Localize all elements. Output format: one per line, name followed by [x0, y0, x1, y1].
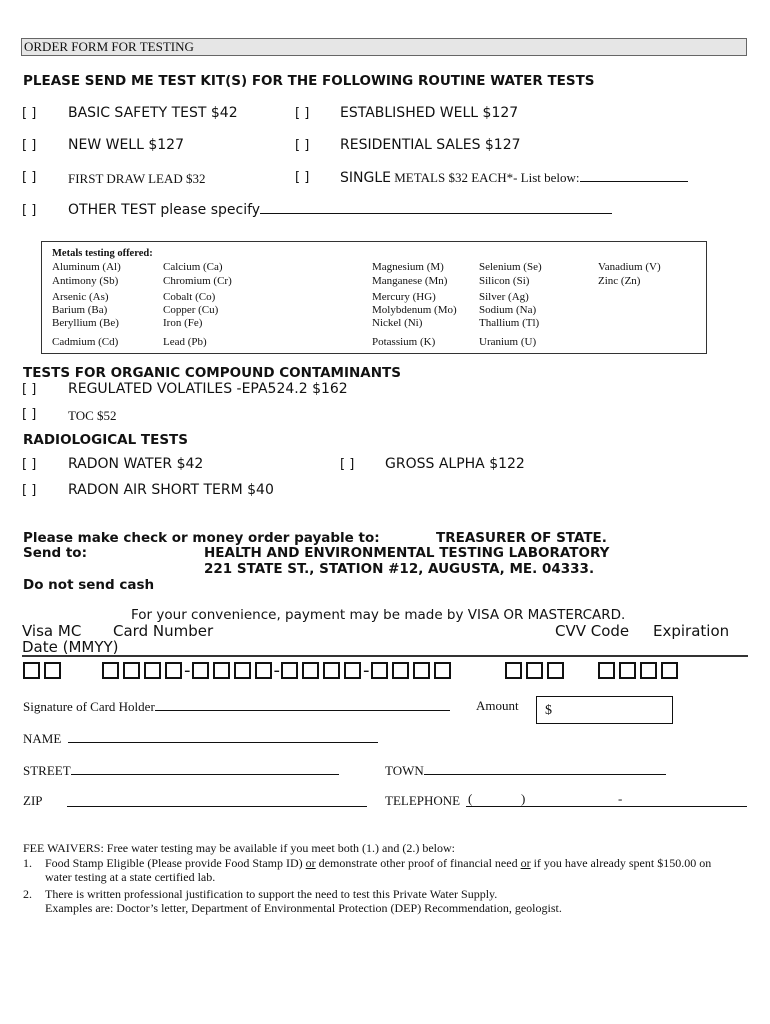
metal-item: Nickel (Ni)	[372, 317, 423, 329]
fee-item-1-continued: water testing at a state certified lab.	[45, 870, 216, 884]
metal-item: Uranium (U)	[479, 336, 537, 348]
other-test-line[interactable]	[260, 201, 612, 214]
card-digit-box[interactable]	[144, 662, 161, 679]
name-row	[23, 730, 378, 747]
form-title: ORDER FORM FOR TESTING	[21, 38, 747, 56]
fee-item-number: 1.	[23, 856, 32, 870]
street-row	[23, 762, 339, 779]
option-radon-air: RADON AIR SHORT TERM $40	[68, 482, 274, 498]
checkbox-first-draw-lead[interactable]: [ ]	[22, 170, 37, 185]
checkbox-gross-alpha[interactable]: [ ]	[340, 457, 355, 472]
expiration-digit-box[interactable]	[640, 662, 657, 679]
lab-address: 221 STATE ST., STATION #12, AUGUSTA, ME. 04333.	[204, 561, 595, 577]
zip-label: ZIP	[23, 793, 43, 808]
checkbox-residential-sales[interactable]: [ ]	[295, 138, 310, 153]
metal-item: Arsenic (As)	[52, 291, 109, 303]
metal-item: Beryllium (Be)	[52, 317, 119, 329]
metal-item: Selenium (Se)	[479, 261, 542, 273]
metal-item: Mercury (HG)	[372, 291, 436, 303]
street-label: STREET	[23, 763, 71, 778]
card-type-boxes	[23, 662, 65, 679]
card-digit-box[interactable]	[392, 662, 409, 679]
card-number-dash: -	[273, 660, 280, 681]
card-digit-box[interactable]	[344, 662, 361, 679]
card-digit-box[interactable]	[234, 662, 251, 679]
telephone-label: TELEPHONE	[385, 793, 461, 808]
option-first-draw-lead: FIRST DRAW LEAD $32	[68, 171, 206, 186]
card-number-boxes	[102, 662, 455, 679]
fee-item-2: There is written professional justification to support the need to test this Private Water Supply.	[45, 887, 498, 901]
card-digit-box[interactable]	[255, 662, 272, 679]
option-new-well: NEW WELL $127	[68, 137, 184, 153]
telephone-close-paren: )	[521, 791, 526, 806]
metal-item: Potassium (K)	[372, 336, 436, 348]
fee-item-number: 2.	[23, 887, 32, 901]
cvv-boxes	[505, 662, 568, 679]
other-test-label: OTHER TEST please specify	[68, 202, 261, 218]
metal-item: Antimony (Sb)	[52, 275, 119, 287]
card-digit-box[interactable]	[434, 662, 451, 679]
metal-item: Sodium (Na)	[479, 304, 537, 316]
name-label: NAME	[23, 731, 62, 746]
option-gross-alpha: GROSS ALPHA $122	[385, 456, 525, 472]
telephone-open-paren: (	[468, 791, 473, 806]
fee-item-1-or: or	[305, 856, 316, 870]
amount-field[interactable]: $	[536, 696, 673, 724]
cvv-label: CVV Code	[555, 622, 630, 640]
checkbox-single-metals[interactable]: [ ]	[295, 170, 310, 185]
metal-item: Copper (Cu)	[163, 304, 219, 316]
metals-each-label: METALS $32 EACH*- List below:	[390, 170, 580, 185]
option-toc: TOC $52	[68, 408, 117, 423]
card-digit-box[interactable]	[302, 662, 319, 679]
option-basic-safety: BASIC SAFETY TEST $42	[68, 105, 238, 121]
fee-item-1-part: Food Stamp Eligible (Please provide Food Stamp ID)	[45, 856, 306, 870]
card-digit-box[interactable]	[323, 662, 340, 679]
fee-item-1-part: if you have already spent $150.00 on	[530, 856, 712, 870]
signature-line[interactable]	[155, 698, 450, 711]
cvv-digit-box[interactable]	[547, 662, 564, 679]
metal-item: Cobalt (Co)	[163, 291, 216, 303]
signature-row	[23, 698, 450, 715]
send-label: Send to:	[23, 545, 87, 561]
option-radon-water: RADON WATER $42	[68, 456, 204, 472]
payable-to: TREASURER OF STATE.	[436, 530, 607, 546]
checkbox-other-test[interactable]: [ ]	[22, 203, 37, 218]
card-section-rule	[22, 655, 748, 657]
fee-item-1-part: demonstrate other proof of financial need	[315, 856, 521, 870]
metal-item: Cadmium (Cd)	[52, 336, 119, 348]
metal-item: Chromium (Cr)	[163, 275, 232, 287]
metals-list-line[interactable]	[580, 169, 688, 182]
metals-heading: Metals testing offered:	[52, 248, 153, 259]
expiration-digit-box[interactable]	[619, 662, 636, 679]
option-established-well: ESTABLISHED WELL $127	[340, 105, 519, 121]
fee-item-2-examples: Examples are: Doctor’s letter, Department of Environmental Protection (DEP) Recommendation, geologist.	[45, 901, 562, 915]
metal-item: Molybdenum (Mo)	[372, 304, 457, 316]
metal-item: Zinc (Zn)	[598, 275, 641, 287]
metal-item: Manganese (Mn)	[372, 275, 448, 287]
metal-item: Calcium (Ca)	[163, 261, 223, 273]
option-other-test	[68, 201, 612, 219]
visa-mc-label: Visa MC	[22, 622, 82, 640]
no-cash-note: Do not send cash	[23, 577, 155, 593]
payable-label: Please make check or money order payable to:	[23, 530, 380, 546]
checkbox-radon-air[interactable]: [ ]	[22, 483, 37, 498]
expiration-digit-box[interactable]	[661, 662, 678, 679]
telephone-row	[385, 793, 460, 809]
checkbox-radon-water[interactable]: [ ]	[22, 457, 37, 472]
cvv-digit-box[interactable]	[505, 662, 522, 679]
lab-name: HEALTH AND ENVIRONMENTAL TESTING LABORATORY	[204, 545, 610, 561]
fee-item-1-or: or	[520, 856, 531, 870]
metal-item: Thallium (Tl)	[479, 317, 540, 329]
card-digit-box[interactable]	[123, 662, 140, 679]
town-label: TOWN	[385, 763, 424, 778]
option-residential-sales: RESIDENTIAL SALES $127	[340, 137, 521, 153]
card-digit-box[interactable]	[413, 662, 430, 679]
amount-label: Amount	[476, 698, 519, 713]
card-digit-box[interactable]	[371, 662, 388, 679]
date-mmyy-label: Date (MMYY)	[22, 638, 119, 656]
checkbox-toc[interactable]: [ ]	[22, 407, 37, 422]
routine-heading: PLEASE SEND ME TEST KIT(S) FOR THE FOLLOWING ROUTINE WATER TESTS	[23, 73, 595, 89]
name-line[interactable]	[68, 730, 378, 743]
telephone-dash: -	[618, 791, 623, 806]
metal-item: Silicon (Si)	[479, 275, 530, 287]
card-number-label: Card Number	[113, 622, 214, 640]
option-single-metals	[340, 169, 688, 187]
metal-item: Lead (Pb)	[163, 336, 207, 348]
signature-label: Signature of Card Holder	[23, 699, 155, 714]
checkbox-new-well[interactable]: [ ]	[22, 138, 37, 153]
card-number-dash: -	[184, 660, 191, 681]
card-digit-box[interactable]	[102, 662, 119, 679]
card-digit-box[interactable]	[192, 662, 209, 679]
mc-checkbox[interactable]	[44, 662, 61, 679]
metal-item: Vanadium (V)	[598, 261, 661, 273]
expiration-boxes	[598, 662, 682, 679]
metal-item: Barium (Ba)	[52, 304, 108, 316]
card-digit-box[interactable]	[165, 662, 182, 679]
fee-waiver-heading: FEE WAIVERS: Free water testing may be available if you meet both (1.) and (2.) below:	[23, 841, 455, 855]
zip-line[interactable]	[67, 793, 367, 807]
checkbox-established-well[interactable]: [ ]	[295, 106, 310, 121]
cvv-digit-box[interactable]	[526, 662, 543, 679]
organic-heading: TESTS FOR ORGANIC COMPOUND CONTAMINANTS	[23, 365, 401, 381]
town-row	[385, 762, 666, 779]
card-digit-box[interactable]	[213, 662, 230, 679]
visa-checkbox[interactable]	[23, 662, 40, 679]
expiration-label: Expiration	[653, 622, 730, 640]
expiration-digit-box[interactable]	[598, 662, 615, 679]
metal-item: Aluminum (Al)	[52, 261, 121, 273]
option-regulated-volatiles: REGULATED VOLATILES -EPA524.2 $162	[68, 381, 348, 397]
metal-item: Iron (Fe)	[163, 317, 203, 329]
card-number-dash: -	[363, 660, 370, 681]
telephone-line[interactable]	[466, 793, 747, 807]
fee-item-1	[45, 856, 711, 870]
checkbox-basic-safety[interactable]: [ ]	[22, 106, 37, 121]
metals-list-box	[41, 241, 707, 354]
metal-item: Magnesium (M)	[372, 261, 444, 273]
card-convenience-note: For your convenience, payment may be made by VISA OR MASTERCARD.	[131, 607, 626, 623]
metal-item: Silver (Ag)	[479, 291, 529, 303]
single-label: SINGLE	[340, 170, 391, 186]
town-line[interactable]	[424, 762, 666, 775]
checkbox-regulated-volatiles[interactable]: [ ]	[22, 382, 37, 397]
radiological-heading: RADIOLOGICAL TESTS	[23, 432, 188, 448]
card-digit-box[interactable]	[281, 662, 298, 679]
street-line[interactable]	[71, 762, 339, 775]
